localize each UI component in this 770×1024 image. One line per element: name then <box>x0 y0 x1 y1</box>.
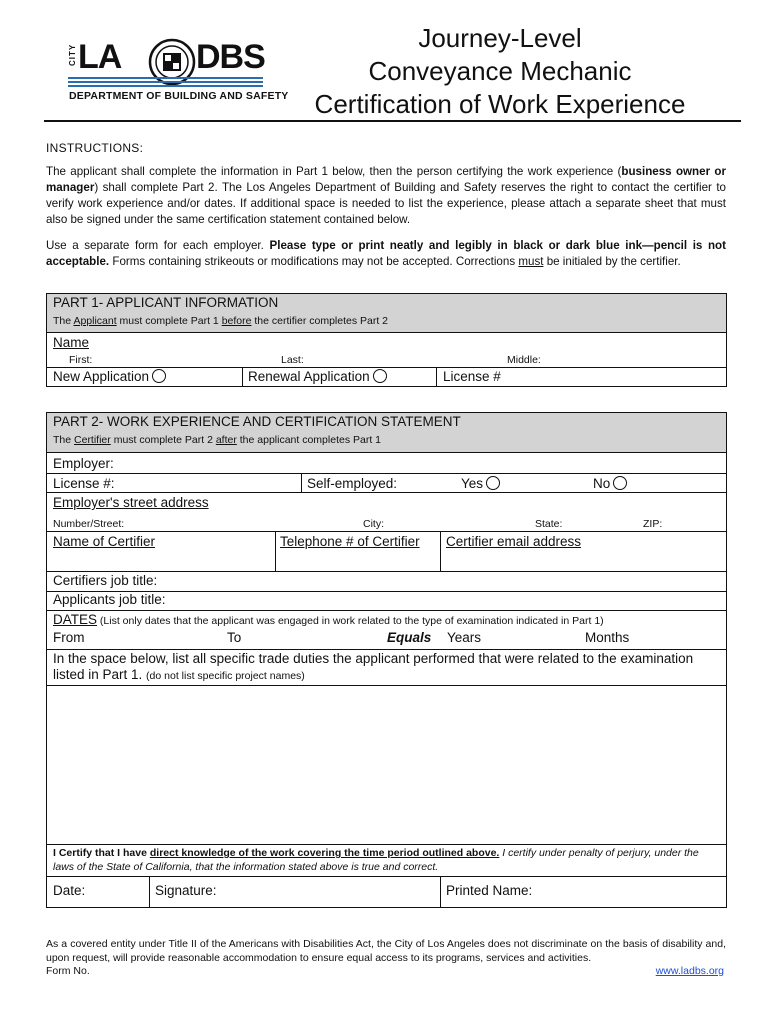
first-name-field[interactable]: First: <box>69 354 93 366</box>
number-street-field[interactable]: Number/Street: <box>53 518 125 530</box>
website-link[interactable]: www.ladbs.org <box>655 965 724 977</box>
page-title <box>290 22 710 121</box>
certifier-job-title-field[interactable]: Certifiers job title: <box>53 573 158 588</box>
self-employed-label: Self-employed: <box>307 476 398 491</box>
self-employed-no-radio[interactable] <box>613 476 627 490</box>
street-address-label: Employer's street address <box>53 495 209 510</box>
logo-stripes <box>68 76 263 88</box>
self-employed-no-option[interactable]: No <box>593 476 627 491</box>
renewal-application-radio[interactable] <box>373 369 387 383</box>
ladbs-logo <box>68 38 289 104</box>
employer-license-field[interactable]: License #: <box>53 476 115 491</box>
certifier-email-field[interactable]: Certifier email address <box>446 534 582 549</box>
signature-field[interactable]: Signature: <box>155 883 217 898</box>
state-field[interactable]: State: <box>535 518 563 530</box>
license-field[interactable]: License # <box>443 369 501 384</box>
renewal-application-option[interactable]: Renewal Application <box>248 369 387 384</box>
new-application-radio[interactable] <box>152 369 166 383</box>
part2-title: PART 2- WORK EXPERIENCE AND CERTIFICATION STATEMENT <box>53 414 461 429</box>
applicant-job-title-field[interactable]: Applicants job title: <box>53 592 166 607</box>
new-application-option[interactable]: New Application <box>53 369 166 384</box>
title-line-3: Certification of Work Experience <box>314 89 686 119</box>
equals-label: Equals <box>387 630 432 645</box>
part2-subtitle: The Certifier must complete Part 2 after the applicant completes Part 1 <box>53 434 382 446</box>
years-field[interactable]: Years <box>447 630 482 645</box>
instructions-paragraph-1: The applicant shall complete the information in Part 1 below, then the person certifying the work experience (business owner or manager) shall complete Part 2. The Los Angeles Department of Building and Safety reserves the right to contact the certifier to verify work experience and/or dates. If additional space is needed to list the experience, please attach a separate sheet that must also be signed under the same certification statement contained below. <box>46 165 726 226</box>
part1-header <box>47 294 726 332</box>
instructions-paragraph-2: Use a separate form for each employer. Please type or print neatly and legibly in black or dark blue ink—pencil is not acceptable. Forms containing strikeouts or modifications may not be accepted. Corrections must be initialed by the certifier. <box>46 239 727 268</box>
trade-duties-instructions: In the space below, list all specific trade duties the applicant performed that were related to the examination listed in Part 1. (do not list specific project names) <box>53 651 694 682</box>
dates-label: DATES (List only dates that the applicant was engaged in work related to the type of examination indicated in Part 1) <box>53 612 604 627</box>
part1-title: PART 1- APPLICANT INFORMATION <box>53 295 279 310</box>
certifier-name-field[interactable]: Name of Certifier <box>53 534 156 549</box>
title-divider <box>44 120 741 122</box>
self-employed-yes-radio[interactable] <box>486 476 500 490</box>
title-line-2: Conveyance Mechanic <box>368 56 632 86</box>
from-date-field[interactable]: From <box>53 630 85 645</box>
logo-la-text: LA <box>78 38 122 76</box>
certification-statement: I Certify that I have direct knowledge of the work covering the time period outlined above. I certify under penalty of perjury, under the laws of the State of California, that the information stated above is true and correct. <box>53 847 699 873</box>
to-date-field[interactable]: To <box>227 630 242 645</box>
title-line-1: Journey-Level <box>418 23 582 53</box>
logo-department-text: DEPARTMENT OF BUILDING AND SAFETY <box>69 90 289 102</box>
certifier-telephone-field[interactable]: Telephone # of Certifier <box>280 534 420 549</box>
employer-field[interactable]: Employer: <box>53 456 114 471</box>
trade-duties-textarea[interactable] <box>47 686 726 844</box>
city-field[interactable]: City: <box>363 518 384 530</box>
logo-city-text: CITY <box>68 43 77 66</box>
part2-section <box>46 412 727 908</box>
printed-name-field[interactable]: Printed Name: <box>446 883 533 898</box>
form-number: Form No. <box>46 965 90 977</box>
part2-header <box>47 413 726 452</box>
months-field[interactable]: Months <box>585 630 630 645</box>
ada-notice: As a covered entity under Title II of the Americans with Disabilities Act, the City of Los Angeles does not discriminate on the basis of disability and, upon request, will provide reasonable accommodation to ensure equal access to its programs, services and activities. <box>46 938 726 964</box>
part1-subtitle: The Applicant must complete Part 1 before the certifier completes Part 2 <box>53 315 389 327</box>
part1-section <box>46 293 727 387</box>
date-field[interactable]: Date: <box>53 883 86 898</box>
middle-name-field[interactable]: Middle: <box>507 354 541 366</box>
instructions-heading: INSTRUCTIONS: <box>46 141 144 155</box>
zip-field[interactable]: ZIP: <box>643 518 663 530</box>
name-label: Name <box>53 335 90 350</box>
last-name-field[interactable]: Last: <box>281 354 304 366</box>
logo-dbs-text: DBS <box>196 38 265 76</box>
self-employed-yes-option[interactable]: Yes <box>461 476 500 491</box>
